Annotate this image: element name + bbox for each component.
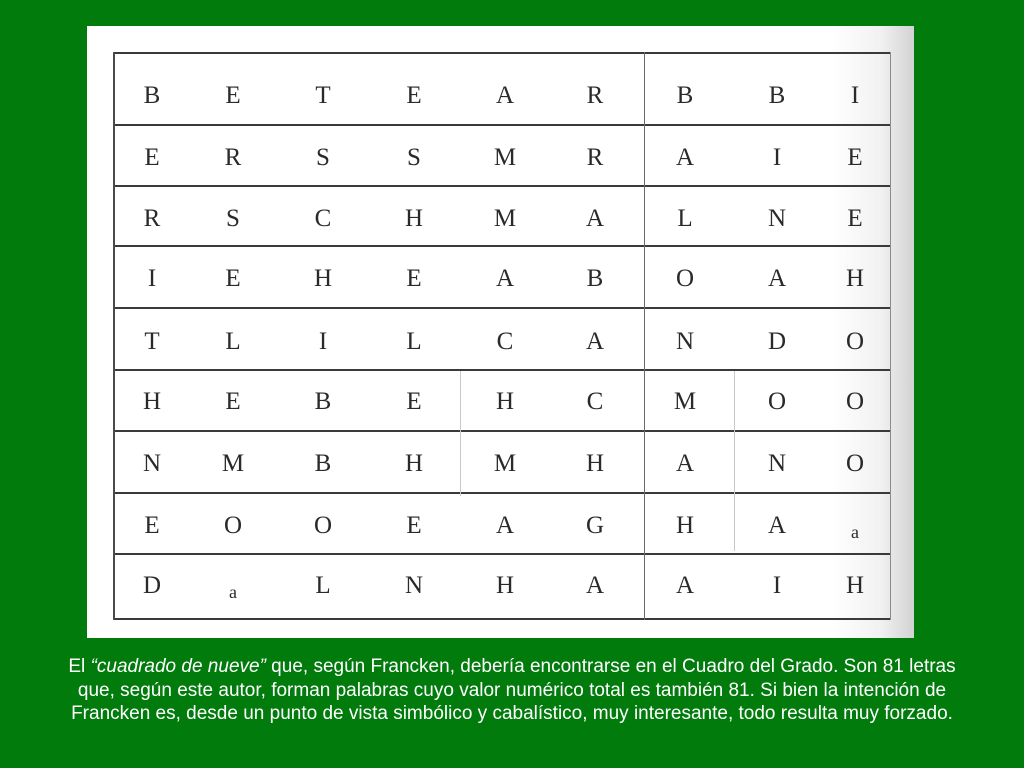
grid-letter: T <box>315 82 331 109</box>
grid-letter: H <box>142 388 162 415</box>
grid-letter: M <box>221 450 245 477</box>
caption-body: que, según Francken, debería encontrarse en el Cuadro del Grado. Son 81 letras que, según este autor, forman palabras cuyo valor numérico total es también 81. Si bien la intención de Francken es, desde un punto de vista simbólico y cabalístico, muy interesante, todo resulta muy forzado. <box>71 656 956 724</box>
letter-grid-scan <box>87 26 914 638</box>
grid-letter: I <box>850 82 860 109</box>
grid-letter: I <box>772 572 782 599</box>
grid-letter: O <box>845 388 865 415</box>
grid-letter: A <box>495 265 515 292</box>
grid-letter: O <box>313 512 333 539</box>
grid-letter: a <box>851 521 859 542</box>
grid-letter: R <box>143 205 161 232</box>
grid-letter: H <box>845 265 865 292</box>
grid-letter: H <box>404 450 424 477</box>
grid-letter: A <box>675 144 695 171</box>
grid-letter: C <box>314 205 332 232</box>
grid-letter: I <box>318 328 328 355</box>
grid-letter: C <box>586 388 604 415</box>
grid-letter: O <box>845 328 865 355</box>
grid-letter: L <box>315 572 331 599</box>
grid-letter: O <box>767 388 787 415</box>
grid-letter: A <box>675 450 695 477</box>
letter-grid <box>87 26 914 638</box>
grid-letter: N <box>675 328 695 355</box>
grid-letter: E <box>406 265 422 292</box>
grid-letter: E <box>225 265 241 292</box>
grid-letter: D <box>767 328 787 355</box>
grid-letter: S <box>407 144 421 171</box>
grid-letter: S <box>316 144 330 171</box>
grid-letter: E <box>225 388 241 415</box>
grid-letter: B <box>314 450 332 477</box>
grid-letter: G <box>585 512 605 539</box>
grid-letter: S <box>226 205 240 232</box>
grid-letter: H <box>404 205 424 232</box>
grid-letter: E <box>144 512 160 539</box>
grid-letter: O <box>675 265 695 292</box>
grid-letter: O <box>223 512 243 539</box>
grid-letter: H <box>845 572 865 599</box>
grid-letter: H <box>313 265 333 292</box>
grid-letter: A <box>767 265 787 292</box>
grid-letter: B <box>143 82 161 109</box>
grid-letter: C <box>496 328 514 355</box>
grid-letter: D <box>142 572 162 599</box>
grid-letter: A <box>585 572 605 599</box>
grid-letter: R <box>586 144 604 171</box>
grid-letter: L <box>225 328 241 355</box>
grid-letter: R <box>224 144 242 171</box>
grid-letter: a <box>229 581 237 602</box>
grid-letter: M <box>673 388 697 415</box>
grid-letter: N <box>404 572 424 599</box>
grid-letter: M <box>493 450 517 477</box>
grid-letter: E <box>225 82 241 109</box>
grid-letter: E <box>847 205 863 232</box>
grid-letter: H <box>675 512 695 539</box>
grid-letter: A <box>495 512 515 539</box>
grid-letter: I <box>147 265 157 292</box>
grid-letter: A <box>585 205 605 232</box>
grid-rule-top <box>113 52 891 54</box>
grid-letter: L <box>677 205 693 232</box>
grid-letter: M <box>493 144 517 171</box>
grid-letter: I <box>772 144 782 171</box>
grid-letter: B <box>768 82 786 109</box>
grid-letter: A <box>675 572 695 599</box>
grid-letter: M <box>493 205 517 232</box>
grid-letter: E <box>144 144 160 171</box>
grid-letter: B <box>586 265 604 292</box>
grid-letter: A <box>495 82 515 109</box>
grid-letter: O <box>845 450 865 477</box>
grid-letter: E <box>406 388 422 415</box>
grid-letter: E <box>406 82 422 109</box>
caption-emphasis: “cuadrado de nueve” <box>90 656 266 677</box>
grid-letter: A <box>767 512 787 539</box>
caption-prefix: El <box>68 656 91 677</box>
grid-letter: L <box>406 328 422 355</box>
grid-letter: E <box>406 512 422 539</box>
grid-letter: N <box>767 205 787 232</box>
grid-letter: H <box>585 450 605 477</box>
grid-letter: H <box>495 572 515 599</box>
grid-letter: N <box>767 450 787 477</box>
grid-letter: N <box>142 450 162 477</box>
slide-caption <box>60 655 964 726</box>
grid-letter: R <box>586 82 604 109</box>
grid-letter: E <box>847 144 863 171</box>
grid-letter: B <box>314 388 332 415</box>
grid-letter: H <box>495 388 515 415</box>
grid-letter: T <box>144 328 160 355</box>
grid-letter: B <box>676 82 694 109</box>
grid-letter: A <box>585 328 605 355</box>
